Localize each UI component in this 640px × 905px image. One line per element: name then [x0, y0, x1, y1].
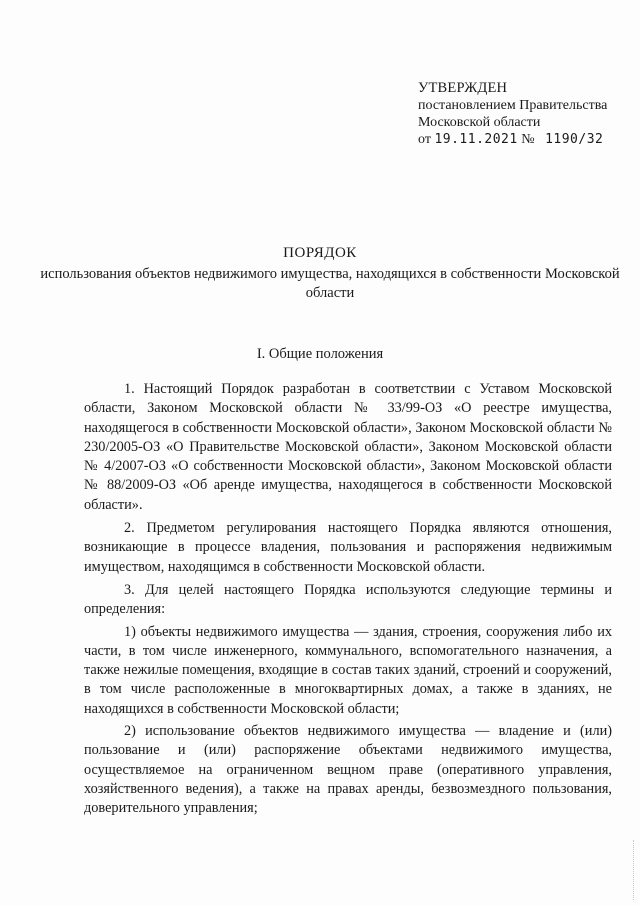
definition-1: 1) объекты недвижимого имущества — здания, строения, сооружения либо их части, в том числе инженерного, коммунального, вспомогательного назначения, а также нежилые помещения, входящие в состав таких зданий, строений и сооружений, в том числе расположенные в многоквартирных домах, а также в зданиях, не находящихся в собственности Московской области;: [84, 623, 612, 717]
approval-date-prefix: от: [418, 132, 431, 147]
binding-edge-mark: [633, 840, 636, 900]
document-subtitle: использования объектов недвижимого имущества, находящихся в собственности Московской области: [40, 266, 620, 301]
definition-2: 2) использование объектов недвижимого имущества — владение и (или) пользование и (или) распоряжение объектами недвижимого имущества, осуществляемое на ограниченном вещном праве (оперативного управления, хозяйственного ведения), а также на правах аренды, безвозмездного пользования, доверительного управления;: [84, 723, 612, 817]
approval-number-sign: №: [521, 132, 535, 147]
body-text: [84, 380, 612, 822]
section-heading: I. Общие положения: [256, 346, 384, 362]
approval-line-2: Московской области: [418, 115, 541, 130]
approval-date-line: [418, 131, 607, 148]
document-title: ПОРЯДОК: [283, 245, 357, 261]
paragraph-2: 2. Предметом регулирования настоящего Порядка являются отношения, возникающие в процессе владения, пользования и распоряжения недвижимым имуществом, находящимся в собственности Московской области.: [84, 520, 612, 575]
approval-stamp: УТВЕРЖДЕН: [418, 80, 508, 96]
approval-date: 19.11.2021: [434, 132, 518, 147]
paragraph-3: 3. Для целей настоящего Порядка используются следующие термины и определения:: [84, 581, 612, 618]
approval-line-1: постановлением Правительства: [418, 98, 608, 113]
approval-number: 1190/32: [545, 132, 604, 147]
approval-block: [418, 80, 607, 148]
paragraph-1: 1. Настоящий Порядок разработан в соответствии с Уставом Московской области, Законом Московской области № 33/99-ОЗ «О реестре имущества, находящегося в собственности Московской области», Законом Московской области № 230/2005-ОЗ «О Правительстве Московской области», Законом Московской области № 4/2007-ОЗ «О собственности Московской области», Законом Московской области № 88/2009-ОЗ «Об аренде имущества, находящегося в собственности Московской области».: [84, 381, 612, 513]
